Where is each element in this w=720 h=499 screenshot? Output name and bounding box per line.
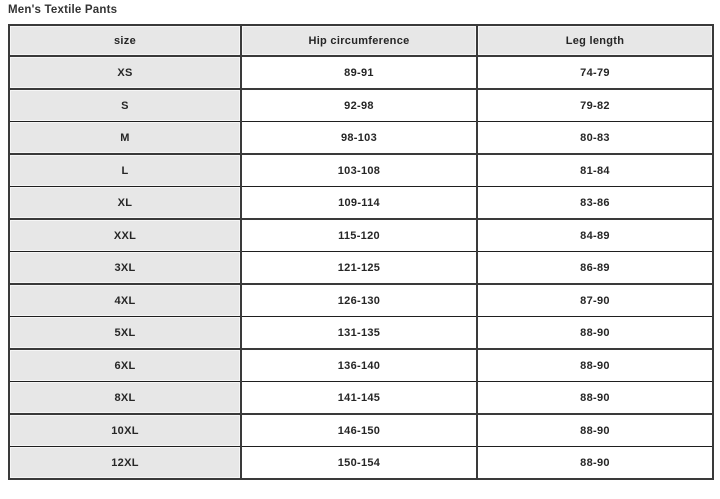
- leg-length-cell: 81-84: [477, 154, 713, 187]
- hip-circumference-cell: 126-130: [241, 284, 477, 317]
- table-row: [9, 447, 713, 480]
- table-row: [9, 317, 713, 350]
- leg-length-cell: 88-90: [477, 317, 713, 350]
- size-cell: S: [9, 89, 241, 122]
- size-cell: 5XL: [9, 317, 241, 350]
- table-row: [9, 219, 713, 252]
- column-header-size: size: [9, 25, 241, 56]
- hip-circumference-cell: 115-120: [241, 219, 477, 252]
- size-cell: 6XL: [9, 349, 241, 382]
- leg-length-cell: 83-86: [477, 187, 713, 220]
- size-cell: XS: [9, 56, 241, 89]
- hip-circumference-cell: 109-114: [241, 187, 477, 220]
- size-cell: XL: [9, 187, 241, 220]
- leg-length-cell: 86-89: [477, 252, 713, 285]
- size-chart-body: [9, 56, 713, 479]
- leg-length-cell: 88-90: [477, 382, 713, 415]
- hip-circumference-cell: 146-150: [241, 414, 477, 447]
- table-row: [9, 154, 713, 187]
- size-chart-header: [9, 25, 713, 56]
- size-cell: 12XL: [9, 447, 241, 480]
- leg-length-cell: 88-90: [477, 349, 713, 382]
- leg-length-cell: 80-83: [477, 122, 713, 155]
- size-cell: 8XL: [9, 382, 241, 415]
- table-row: [9, 284, 713, 317]
- size-cell: M: [9, 122, 241, 155]
- table-row: [9, 56, 713, 89]
- page-title: Men's Textile Pants: [8, 4, 118, 16]
- header-row: [9, 25, 713, 56]
- size-cell: 3XL: [9, 252, 241, 285]
- hip-circumference-cell: 89-91: [241, 56, 477, 89]
- table-row: [9, 252, 713, 285]
- size-cell: L: [9, 154, 241, 187]
- hip-circumference-cell: 92-98: [241, 89, 477, 122]
- column-header-leg-length: Leg length: [477, 25, 713, 56]
- table-row: [9, 187, 713, 220]
- leg-length-cell: 88-90: [477, 414, 713, 447]
- size-chart-table: [8, 24, 714, 480]
- table-row: [9, 382, 713, 415]
- table-row: [9, 89, 713, 122]
- size-cell: 4XL: [9, 284, 241, 317]
- hip-circumference-cell: 141-145: [241, 382, 477, 415]
- hip-circumference-cell: 136-140: [241, 349, 477, 382]
- table-row: [9, 122, 713, 155]
- leg-length-cell: 88-90: [477, 447, 713, 480]
- size-cell: 10XL: [9, 414, 241, 447]
- size-cell: XXL: [9, 219, 241, 252]
- table-row: [9, 414, 713, 447]
- column-header-hip-circumference: Hip circumference: [241, 25, 477, 56]
- hip-circumference-cell: 150-154: [241, 447, 477, 480]
- hip-circumference-cell: 121-125: [241, 252, 477, 285]
- leg-length-cell: 84-89: [477, 219, 713, 252]
- hip-circumference-cell: 131-135: [241, 317, 477, 350]
- hip-circumference-cell: 98-103: [241, 122, 477, 155]
- hip-circumference-cell: 103-108: [241, 154, 477, 187]
- leg-length-cell: 87-90: [477, 284, 713, 317]
- leg-length-cell: 79-82: [477, 89, 713, 122]
- leg-length-cell: 74-79: [477, 56, 713, 89]
- table-row: [9, 349, 713, 382]
